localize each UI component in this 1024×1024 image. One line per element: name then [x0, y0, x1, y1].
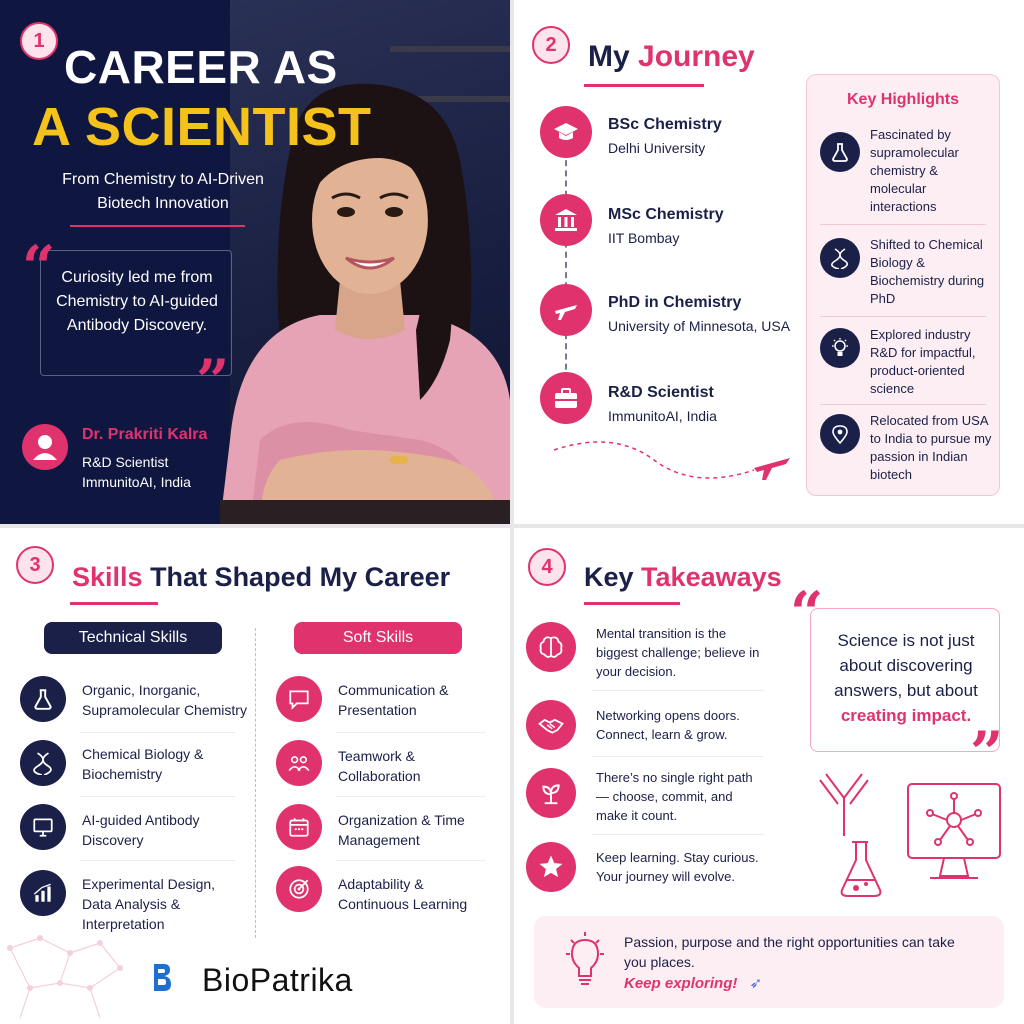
divider [592, 834, 764, 835]
close-quote-icon: ” [196, 347, 230, 415]
airplane-icon [540, 284, 592, 336]
divider [820, 316, 986, 317]
section-title [588, 40, 755, 74]
highlight-text: Explored industry R&D for impactful, product-oriented science [870, 327, 976, 396]
journey-panel [514, 0, 1024, 524]
lightbulb-icon [560, 930, 610, 994]
soft-skills-label: Soft Skills [294, 622, 462, 654]
quote-main: Science is not just about discovering answers, but about [834, 631, 978, 700]
quote-emphasis: creating impact. [840, 706, 972, 725]
timeline-sub: ImmunitoAI, India [608, 408, 717, 424]
institution-icon [540, 194, 592, 246]
timeline-sub: Delhi University [608, 140, 706, 156]
title-accent: Takeaways [641, 562, 782, 592]
skill-text: Teamwork & Collaboration [338, 748, 421, 784]
cta-text: Keep exploring! [624, 975, 738, 992]
section-number: 4 [528, 548, 566, 586]
shelf [390, 46, 510, 52]
skill-text: Communication & Presentation [338, 682, 449, 718]
person-name: Dr. Prakriti Kalra [82, 426, 208, 443]
flight-path [554, 430, 804, 500]
monitor-icon [20, 804, 66, 850]
title-part: That Shaped My Career [150, 562, 451, 592]
sprout-icon [526, 768, 576, 818]
timeline-title: MSc Chemistry [608, 206, 724, 223]
handshake-icon [526, 700, 576, 750]
divider [336, 860, 486, 861]
close-quote-icon: ” [970, 719, 1004, 787]
team-icon [276, 740, 322, 786]
highlight-text: Fascinated by supramolecular chemistry & molecular interactions [870, 127, 959, 214]
divider [820, 404, 986, 405]
location-pin-icon [820, 414, 860, 454]
speech-bubble-icon [276, 676, 322, 722]
timeline-title: PhD in Chemistry [608, 294, 742, 311]
rocket-icon: ➶ [749, 975, 763, 992]
skill-text: Chemical Biology & Biochemistry [82, 746, 204, 782]
takeaway-text: Mental transition is the biggest challenge; believe in your decision. [596, 626, 760, 679]
skill-text: AI-guided Antibody Discovery [82, 812, 200, 848]
section-title [584, 562, 782, 593]
calendar-icon [276, 804, 322, 850]
divider [70, 602, 158, 605]
timeline-title: BSc Chemistry [608, 116, 722, 133]
divider [80, 796, 236, 797]
timeline-line [565, 150, 567, 390]
quote-text: Curiosity led me from Chemistry to AI-guided Antibody Discovery. [56, 269, 218, 334]
takeaway-text: Keep learning. Stay curious. Your journey will evolve. [596, 850, 759, 884]
takeaways-panel [514, 528, 1024, 1024]
molecule-decoration [0, 928, 130, 1024]
lightbulb-icon [820, 328, 860, 368]
divider [592, 756, 764, 757]
dna-icon [20, 740, 66, 786]
career-intro-panel [0, 0, 510, 524]
open-quote-icon: “ [790, 579, 824, 647]
bar-chart-icon [20, 870, 66, 916]
column-divider [255, 628, 256, 938]
closing-text: Passion, purpose and the right opportunities can take you places. [624, 934, 955, 970]
title-accent: Skills [72, 562, 143, 592]
card-title: Key Highlights [846, 91, 959, 108]
divider [584, 84, 704, 87]
timeline-sub: University of Minnesota, USA [608, 318, 791, 334]
skill-text: Organic, Inorganic, Supramolecular Chemistry [82, 682, 247, 718]
title-line-2: A SCIENTIST [32, 97, 372, 157]
title-part: Key [584, 562, 634, 592]
section-number: 2 [532, 26, 570, 64]
airplane-icon [754, 458, 790, 480]
technical-skills-label: Technical Skills [44, 622, 222, 654]
skill-text: Experimental Design, Data Analysis & Interpretation [82, 876, 216, 932]
briefcase-icon [540, 372, 592, 424]
divider [80, 860, 236, 861]
skill-text: Adaptability & Continuous Learning [338, 876, 468, 912]
takeaway-text: Networking opens doors. Connect, learn & grow. [596, 708, 740, 742]
divider [592, 690, 764, 691]
science-quote [820, 628, 992, 728]
open-quote-icon: “ [22, 233, 56, 301]
skill-text: Organization & Time Management [338, 812, 465, 848]
person-title: R&D Scientist [82, 454, 169, 470]
title-accent: Journey [638, 40, 755, 73]
divider [820, 224, 986, 225]
title-line-1: CAREER AS [64, 41, 338, 93]
subtitle: From Chemistry to AI-Driven Biotech Innovation [62, 171, 264, 212]
graduation-cap-icon [540, 106, 592, 158]
highlight-text: Relocated from USA to India to pursue my passion in Indian biotech [870, 413, 992, 482]
brand-name: BioPatrika [202, 962, 353, 998]
divider [336, 796, 486, 797]
flask-icon [20, 676, 66, 722]
lab-illustration [804, 764, 1004, 904]
section-number: 1 [20, 22, 58, 60]
person-org: ImmunitoAI, India [82, 474, 191, 490]
star-icon [526, 842, 576, 892]
takeaway-text: There’s no single right path — choose, commit, and make it count. [596, 770, 753, 823]
title-part: My [588, 40, 630, 73]
divider [336, 732, 486, 733]
skills-panel [0, 528, 510, 1024]
divider [584, 602, 680, 605]
divider [80, 732, 236, 733]
highlight-text: Shifted to Chemical Biology & Biochemistry during PhD [870, 237, 985, 306]
person-role [82, 452, 191, 492]
target-icon [276, 866, 322, 912]
person-icon [22, 424, 68, 470]
closing-cta [624, 974, 762, 992]
timeline-sub: IIT Bombay [608, 230, 680, 246]
divider [70, 225, 245, 227]
biopatrika-logo [134, 956, 184, 1008]
brain-icon [526, 622, 576, 672]
section-number: 3 [16, 546, 54, 584]
dna-icon [820, 238, 860, 278]
section-title [72, 562, 450, 593]
timeline-title: R&D Scientist [608, 384, 714, 401]
flask-icon [820, 132, 860, 172]
